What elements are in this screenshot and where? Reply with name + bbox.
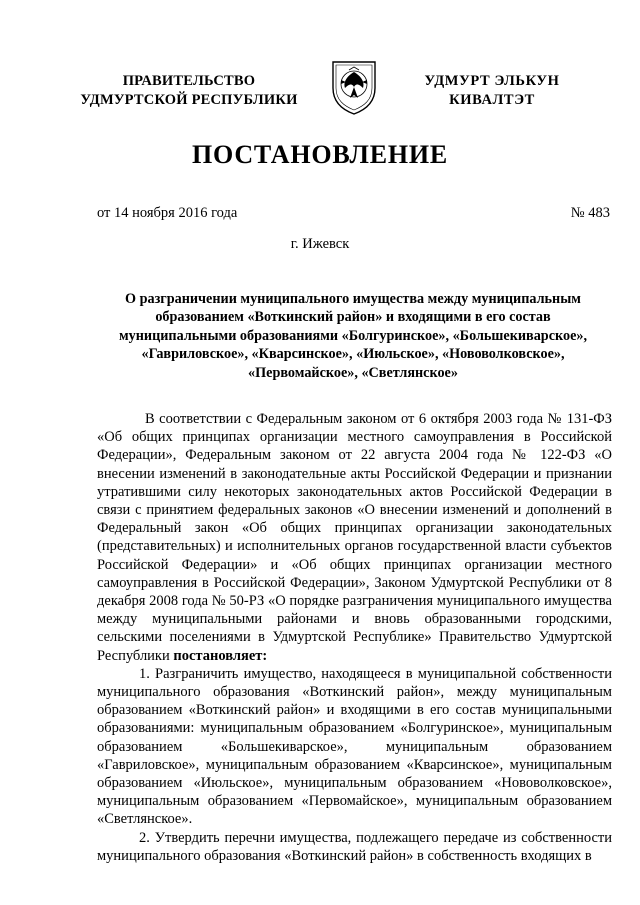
preamble-text: В соответствии с Федеральным законом от 6 октября 2003 года № 131-ФЗ «Об общих принципах организации местного самоуправления в Российской Федерации», Федеральным законом от 22 августа 2004 года № 122-ФЗ «О внесении изменений в законодательные акты Российской Федерации и признании утратившими силу некоторых законодательных актов Российской Федерации в связи с принятием федеральных законов «О внесении изменений и дополнений в Федеральный закон «Об общих принципах организации законодательных (представительных) и исполнительных органов государственной власти субъектов Российской Федерации» и «Об общих принципах организации местного самоуправления в Российской Федерации», Законом Удмуртской Республики от 8 декабря 2008 года № 50-РЗ «О порядке разграничения муниципального имущества между муниципальными районами и вновь образованными городскими, сельскими поселениями в Удмуртской Республике» Правительство Удмуртской Республики: [97, 411, 612, 664]
resolves-word: постановляет: [173, 647, 263, 664]
document-number: № 483: [570, 205, 610, 221]
document-date: от 14 ноября 2016 года: [97, 205, 238, 221]
header-left: [60, 72, 318, 110]
header-left-line1: ПРАВИТЕЛЬСТВО: [122, 73, 256, 89]
document-title: ПОСТАНОВЛЕНИЕ: [191, 140, 449, 169]
subject-line: «Гавриловское», «Кварсинское», «Июльское», «Нововолковское»,: [141, 346, 565, 363]
document-subject: [97, 290, 609, 382]
udmurt-coat-of-arms-icon: [329, 58, 379, 116]
header-right-line1: УДМУРТ ЭЛЬКУН: [424, 73, 560, 89]
subject-line: муниципальными образованиями «Болгуринское», «Большекиварское»,: [118, 327, 588, 344]
preamble-paragraph: В соответствии с Федеральным законом от 6 октября 2003 года № 131-ФЗ «Об общих принципах организации местного самоуправления в Российской Федерации», Федеральным законом от 22 августа 2004 года № 122-ФЗ «О внесении изменений в законодательные акты Российской Федерации и признании утратившими силу некоторых законодательных актов Российской Федерации в связи с принятием федеральных законов «О внесении изменений и дополнений в Федеральный закон «Об общих принципах организации законодательных (представительных) и исполнительных органов государственной власти субъектов Российской Федерации» и «Об общих принципах организации местного самоуправления в Российской Федерации», Законом Удмуртской Республики от 8 декабря 2008 года № 50-РЗ «О порядке разграничения муниципального имущества между муниципальными районами и вновь образованными городскими, сельскими поселениями в Удмуртской Республике» Правительство Удмуртской Республики постановляет:: [97, 411, 612, 664]
item-1-paragraph: 1. Разграничить имущество, находящееся в муниципальной собственности муниципального образования «Воткинский район», между муниципальным образованием «Воткинский район» и входящими в его состав муниципальными образованиями: муниципальным образованием «Болгуринское», муниципальным образованием «Большекиварское», муниципальным образованием «Гавриловское», муниципальным образованием «Кварсинское», муниципальным образованием «Июльское», муниципальным образованием «Нововолковское», муниципальным образованием «Первомайское», муниципальным образованием «Светлянское».: [97, 665, 612, 828]
header-right: [392, 72, 592, 110]
document-city: г. Ижевск: [290, 236, 350, 252]
document-body: [97, 410, 612, 865]
header-right-line2: КИВАЛТЭТ: [449, 92, 535, 108]
item-2-paragraph: 2. Утвердить перечни имущества, подлежащего передаче из собственности муниципального образования «Воткинский район» в собственность входящих в: [97, 829, 612, 864]
subject-line: О разграничении муниципального имущества между муниципальным: [125, 291, 581, 307]
subject-line: образованием «Воткинский район» и входящими в его состав: [155, 309, 551, 326]
subject-line: «Первомайское», «Светлянское»: [248, 364, 458, 381]
header-left-line2: УДМУРТСКОЙ РЕСПУБЛИКИ: [80, 92, 298, 108]
